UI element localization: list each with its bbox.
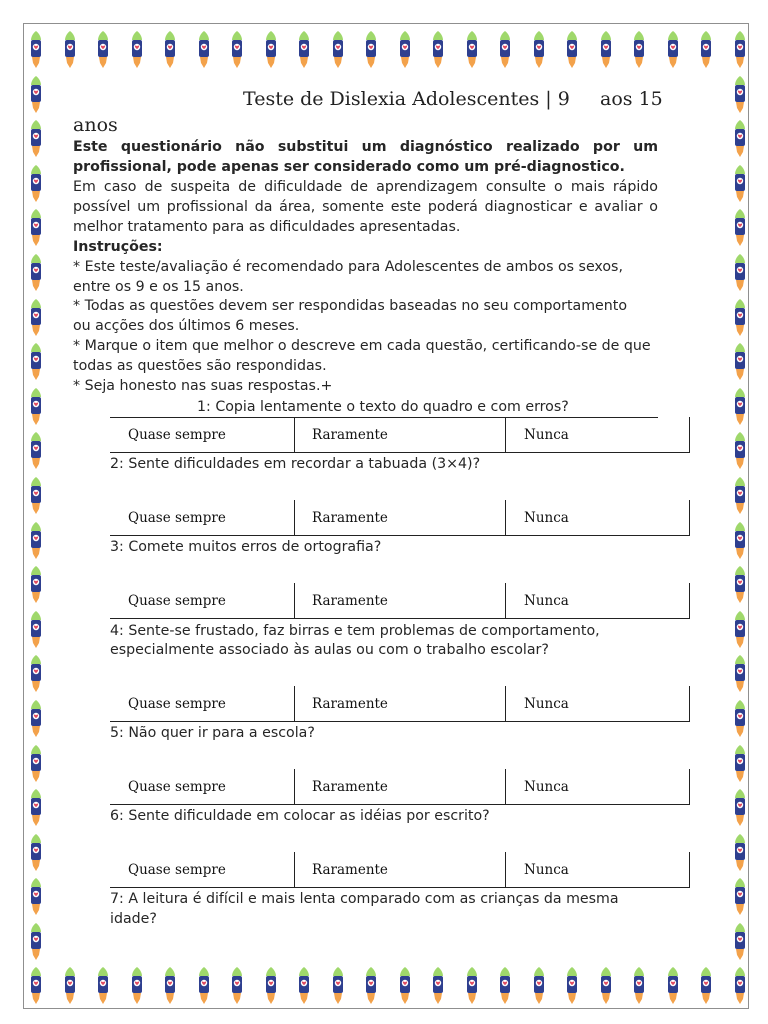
rocket-icon bbox=[565, 966, 579, 1006]
document-title: Teste de Dislexia Adolescentes | 9 aos 15 bbox=[243, 88, 663, 110]
rocket-icon bbox=[733, 610, 747, 650]
cell-divider bbox=[505, 852, 506, 888]
rocket-icon bbox=[29, 565, 43, 605]
option-quase-sempre[interactable]: Quase sempre bbox=[128, 696, 226, 712]
question-6-label: 6: Sente dificuldade em colocar as idéias por escrito? bbox=[110, 808, 490, 824]
option-nunca[interactable]: Nunca bbox=[524, 510, 569, 526]
rocket-icon bbox=[29, 833, 43, 873]
question-3-label: 3: Comete muitos erros de ortografia? bbox=[110, 539, 382, 555]
rocket-icon bbox=[498, 30, 512, 70]
rocket-icon bbox=[63, 966, 77, 1006]
rocket-icon bbox=[29, 654, 43, 694]
rocket-icon bbox=[699, 966, 713, 1006]
rocket-icon bbox=[733, 387, 747, 427]
rocket-icon bbox=[197, 30, 211, 70]
rocket-icon bbox=[96, 966, 110, 1006]
option-nunca[interactable]: Nunca bbox=[524, 427, 569, 443]
instruction-line: * Todas as questões devem ser respondidas baseadas no seu comportamento bbox=[73, 298, 628, 314]
notice-line-2: profissional, pode apenas ser considerado como um pré-diagnostico. bbox=[73, 159, 625, 175]
rocket-icon bbox=[733, 208, 747, 248]
rocket-icon bbox=[733, 521, 747, 561]
rocket-icon bbox=[264, 966, 278, 1006]
rocket-icon bbox=[297, 966, 311, 1006]
cell-divider bbox=[689, 500, 690, 536]
instruction-line: * Marque o item que melhor o descreve em cada questão, certificando-se de que bbox=[73, 338, 651, 354]
rocket-icon bbox=[130, 966, 144, 1006]
document-title-continued: anos bbox=[73, 114, 118, 136]
rocket-icon bbox=[733, 119, 747, 159]
rocket-icon bbox=[733, 877, 747, 917]
answer-row-3 bbox=[110, 583, 690, 619]
cell-divider bbox=[294, 583, 295, 619]
rocket-icon bbox=[29, 253, 43, 293]
option-nunca[interactable]: Nunca bbox=[524, 696, 569, 712]
rocket-icon bbox=[29, 30, 43, 70]
row-bottom-rule bbox=[110, 618, 690, 619]
option-nunca[interactable]: Nunca bbox=[524, 779, 569, 795]
cell-divider bbox=[505, 769, 506, 805]
cell-divider bbox=[505, 686, 506, 722]
option-raramente[interactable]: Raramente bbox=[312, 510, 388, 526]
rocket-icon bbox=[733, 744, 747, 784]
rocket-icon bbox=[163, 966, 177, 1006]
rocket-icon bbox=[331, 30, 345, 70]
rocket-icon bbox=[29, 75, 43, 115]
rocket-icon bbox=[29, 431, 43, 471]
option-nunca[interactable]: Nunca bbox=[524, 593, 569, 609]
rocket-icon bbox=[364, 966, 378, 1006]
rocket-icon bbox=[532, 30, 546, 70]
question-7-label-cont: idade? bbox=[110, 911, 157, 927]
rocket-icon bbox=[632, 30, 646, 70]
rocket-icon bbox=[29, 699, 43, 739]
option-quase-sempre[interactable]: Quase sempre bbox=[128, 510, 226, 526]
rocket-icon bbox=[29, 387, 43, 427]
rocket-icon bbox=[498, 966, 512, 1006]
option-quase-sempre[interactable]: Quase sempre bbox=[128, 427, 226, 443]
rocket-icon bbox=[733, 30, 747, 70]
cell-divider bbox=[294, 417, 295, 453]
instruction-line: todas as questões são respondidas. bbox=[73, 358, 327, 374]
rocket-icon bbox=[29, 610, 43, 650]
rocket-icon bbox=[331, 966, 345, 1006]
notice-line-1: Este questionário não substitui um diagnóstico realizado por um bbox=[73, 139, 658, 155]
option-quase-sempre[interactable]: Quase sempre bbox=[128, 779, 226, 795]
answer-row-4 bbox=[110, 686, 690, 722]
option-quase-sempre[interactable]: Quase sempre bbox=[128, 593, 226, 609]
question-1-label: 1: Copia lentamente o texto do quadro e com erros? bbox=[197, 399, 569, 415]
rocket-icon bbox=[29, 966, 43, 1006]
question-2-label: 2: Sente dificuldades em recordar a tabuada (3×4)? bbox=[110, 456, 481, 472]
instructions-heading: Instruções: bbox=[73, 239, 163, 255]
option-raramente[interactable]: Raramente bbox=[312, 696, 388, 712]
question-5-label: 5: Não quer ir para a escola? bbox=[110, 725, 315, 741]
rocket-icon bbox=[465, 966, 479, 1006]
rocket-icon bbox=[733, 75, 747, 115]
rocket-icon bbox=[29, 208, 43, 248]
cell-divider bbox=[294, 686, 295, 722]
rocket-icon bbox=[63, 30, 77, 70]
instruction-line: * Seja honesto nas suas respostas.+ bbox=[73, 378, 333, 394]
question-7-label: 7: A leitura é difícil e mais lenta comparado com as crianças da mesma bbox=[110, 891, 619, 907]
rocket-icon bbox=[29, 877, 43, 917]
cell-divider bbox=[689, 686, 690, 722]
rocket-icon bbox=[398, 30, 412, 70]
row-bottom-rule bbox=[110, 535, 690, 536]
instruction-line: ou acções dos últimos 6 meses. bbox=[73, 318, 300, 334]
cell-divider bbox=[294, 500, 295, 536]
rocket-icon bbox=[699, 30, 713, 70]
instruction-line: * Este teste/avaliação é recomendado para Adolescentes de ambos os sexos, bbox=[73, 259, 623, 275]
cell-divider bbox=[689, 769, 690, 805]
rocket-icon bbox=[29, 119, 43, 159]
rocket-icon bbox=[733, 431, 747, 471]
answer-row-2 bbox=[110, 500, 690, 536]
rocket-icon bbox=[666, 966, 680, 1006]
rocket-icon bbox=[599, 966, 613, 1006]
rocket-icon bbox=[96, 30, 110, 70]
advice-line-2: possível um profissional da área, somente este poderá diagnosticar e avaliar o bbox=[73, 199, 658, 215]
option-raramente[interactable]: Raramente bbox=[312, 862, 388, 878]
option-quase-sempre[interactable]: Quase sempre bbox=[128, 862, 226, 878]
rocket-icon bbox=[163, 30, 177, 70]
rocket-icon bbox=[29, 788, 43, 828]
option-raramente[interactable]: Raramente bbox=[312, 427, 388, 443]
rocket-icon bbox=[230, 966, 244, 1006]
option-raramente[interactable]: Raramente bbox=[312, 779, 388, 795]
answer-row-5 bbox=[110, 769, 690, 805]
rocket-icon bbox=[733, 476, 747, 516]
rocket-icon bbox=[532, 966, 546, 1006]
row-bottom-rule bbox=[110, 804, 690, 805]
rocket-icon bbox=[733, 699, 747, 739]
rocket-icon bbox=[364, 30, 378, 70]
rocket-icon bbox=[733, 164, 747, 204]
rocket-icon bbox=[29, 476, 43, 516]
cell-divider bbox=[689, 417, 690, 453]
question-4-label-cont: especialmente associado às aulas ou com o trabalho escolar? bbox=[110, 642, 549, 658]
rocket-icon bbox=[666, 30, 680, 70]
rocket-icon bbox=[264, 30, 278, 70]
cell-divider bbox=[689, 583, 690, 619]
cell-divider bbox=[294, 769, 295, 805]
rocket-icon bbox=[431, 966, 445, 1006]
rocket-icon bbox=[29, 744, 43, 784]
rocket-icon bbox=[197, 966, 211, 1006]
rocket-icon bbox=[733, 788, 747, 828]
rocket-icon bbox=[29, 342, 43, 382]
rocket-icon bbox=[733, 966, 747, 1006]
rocket-icon bbox=[733, 565, 747, 605]
cell-divider bbox=[294, 852, 295, 888]
rocket-icon bbox=[465, 30, 479, 70]
option-raramente[interactable]: Raramente bbox=[312, 593, 388, 609]
rocket-icon bbox=[599, 30, 613, 70]
rocket-icon bbox=[130, 30, 144, 70]
rocket-icon bbox=[733, 922, 747, 962]
cell-divider bbox=[689, 852, 690, 888]
question-4-label: 4: Sente-se frustado, faz birras e tem problemas de comportamento, bbox=[110, 623, 600, 639]
row-bottom-rule bbox=[110, 887, 690, 888]
rocket-icon bbox=[29, 922, 43, 962]
answer-row-1 bbox=[110, 417, 690, 453]
rocket-icon bbox=[733, 298, 747, 338]
rocket-icon bbox=[297, 30, 311, 70]
rocket-icon bbox=[398, 966, 412, 1006]
advice-line-1: Em caso de suspeita de dificuldade de aprendizagem consulte o mais rápido bbox=[73, 179, 658, 195]
rocket-icon bbox=[632, 966, 646, 1006]
rocket-icon bbox=[29, 521, 43, 561]
rocket-icon bbox=[733, 833, 747, 873]
rocket-icon bbox=[565, 30, 579, 70]
rocket-icon bbox=[230, 30, 244, 70]
rocket-icon bbox=[733, 342, 747, 382]
cell-divider bbox=[505, 500, 506, 536]
rocket-icon bbox=[29, 298, 43, 338]
rocket-icon bbox=[431, 30, 445, 70]
row-bottom-rule bbox=[110, 452, 690, 453]
option-nunca[interactable]: Nunca bbox=[524, 862, 569, 878]
answer-row-6 bbox=[110, 852, 690, 888]
rocket-icon bbox=[29, 164, 43, 204]
advice-line-3: melhor tratamento para as dificuldades apresentadas. bbox=[73, 219, 461, 235]
cell-divider bbox=[505, 417, 506, 453]
row-bottom-rule bbox=[110, 721, 690, 722]
cell-divider bbox=[505, 583, 506, 619]
instruction-line: entre os 9 e os 15 anos. bbox=[73, 279, 244, 295]
rocket-icon bbox=[733, 654, 747, 694]
rocket-icon bbox=[733, 253, 747, 293]
